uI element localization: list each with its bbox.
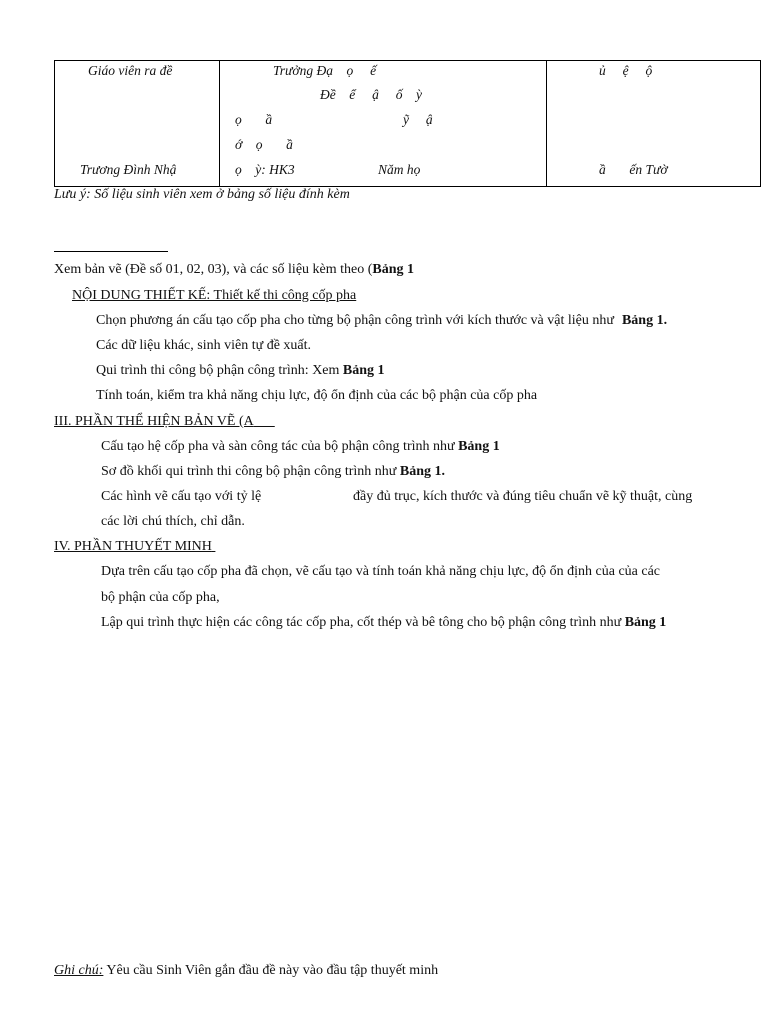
approval-cell: [547, 61, 761, 187]
divider-line: [54, 251, 168, 252]
teacher-cell: [55, 61, 220, 187]
section-3-item-1-text: Cấu tạo hệ cốp pha và sàn công tác của bộ phận công trình như: [101, 439, 459, 454]
intro-text: Xem bản vẽ (Đề số 01, 02, 03), và các số liệu kèm theo (: [54, 262, 373, 277]
section-3-item-2-text: Sơ đồ khối qui trình thi công bộ phận công trình như: [101, 464, 400, 479]
section-2-item-1-text: Chọn phương án cấu tạo cốp pha cho từng bộ phận công trình với kích thước và vật liệu như: [96, 313, 614, 328]
footer-note-text: Yêu cầu Sinh Viên gắn đầu đề này vào đầu tập thuyết minh: [103, 963, 439, 978]
approval-name: ầ ến Tườ: [599, 162, 668, 177]
section-4-heading-text: IV. PHẦN THUYẾT MINH: [54, 539, 212, 554]
section-4-item-2: [101, 615, 666, 631]
section-3-item-1-ref: Bảng 1: [458, 439, 500, 454]
intro-line: [54, 262, 414, 278]
exam-semester: ọ ỳ: HK3: [235, 162, 295, 177]
teacher-label: Giáo viên ra đề: [88, 63, 173, 78]
section-3-heading: [54, 414, 275, 430]
exam-info-line4: ớ ọ ầ: [235, 137, 293, 152]
approval-title: ủ ệ ộ: [599, 63, 653, 78]
section-2-item-3-text: Qui trình thi công bộ phận công trình: Xem: [96, 363, 343, 378]
teacher-name: Trương Đình Nhậ: [80, 162, 177, 177]
section-2-item-1-ref: Bảng 1.: [621, 313, 668, 328]
section-2-item-3-ref: Bảng 1: [342, 363, 385, 378]
section-3-item-3c: các lời chú thích, chỉ dẫn.: [101, 514, 245, 529]
exam-info-cell: [220, 61, 547, 187]
section-2-item-3: [96, 363, 385, 379]
header-table: [54, 60, 761, 187]
section-4-heading: [54, 539, 215, 555]
section-4-item-2-text: Lập qui trình thực hiện các công tác cốp pha, cốt thép và bê tông cho bộ phận công trình như: [101, 615, 625, 630]
footer-note-label: Ghi chú:: [54, 963, 104, 978]
exam-info-line2: Đề ể ậ ố ỳ: [320, 87, 422, 102]
section-2-item-2: Các dữ liệu khác, sinh viên tự đề xuất.: [96, 338, 312, 353]
section-3-item-3b: đầy đủ trục, kích thước và đúng tiêu chuẩn vẽ kỹ thuật, cùng: [353, 489, 693, 504]
data-note: Lưu ý: Số liệu sinh viên xem ở bảng số liệu đính kèm: [54, 187, 350, 202]
exam-year: Năm họ: [378, 162, 421, 177]
section-3-item-1: [101, 439, 500, 455]
section-2-item-1: [96, 313, 667, 329]
section-4-item-1a: Dựa trên cấu tạo cốp pha đã chọn, vẽ cấu tạo và tính toán khả năng chịu lực, độ ổn định của của các: [101, 564, 661, 579]
section-4-item-1b: bộ phận của cốp pha,: [101, 590, 220, 605]
section-4-item-2-ref: Bảng 1: [624, 615, 667, 630]
section-3-item-3a: Các hình vẽ cấu tạo với tỷ lệ: [101, 489, 262, 504]
exam-info-line1: Trưởng Đạ ọ ế: [273, 63, 377, 78]
intro-table-ref: Bảng 1: [372, 262, 415, 277]
exam-info-line3b: ỹ ậ: [403, 112, 433, 127]
section-3-heading-text: III. PHẦN THỂ HIỆN BẢN VẼ (A: [54, 414, 254, 429]
section-3-item-2-ref: Bảng 1.: [399, 464, 445, 479]
section-2-item-4: Tính toán, kiểm tra khả năng chịu lực, độ ổn định của các bộ phận của cốp pha: [96, 388, 538, 403]
footer-note: [54, 963, 438, 979]
exam-info-line3a: ọ ầ: [235, 112, 273, 127]
section-3-item-2: [101, 464, 445, 480]
section-2-heading: NỘI DUNG THIẾT KẾ: Thiết kế thi công cốp pha: [72, 288, 357, 303]
